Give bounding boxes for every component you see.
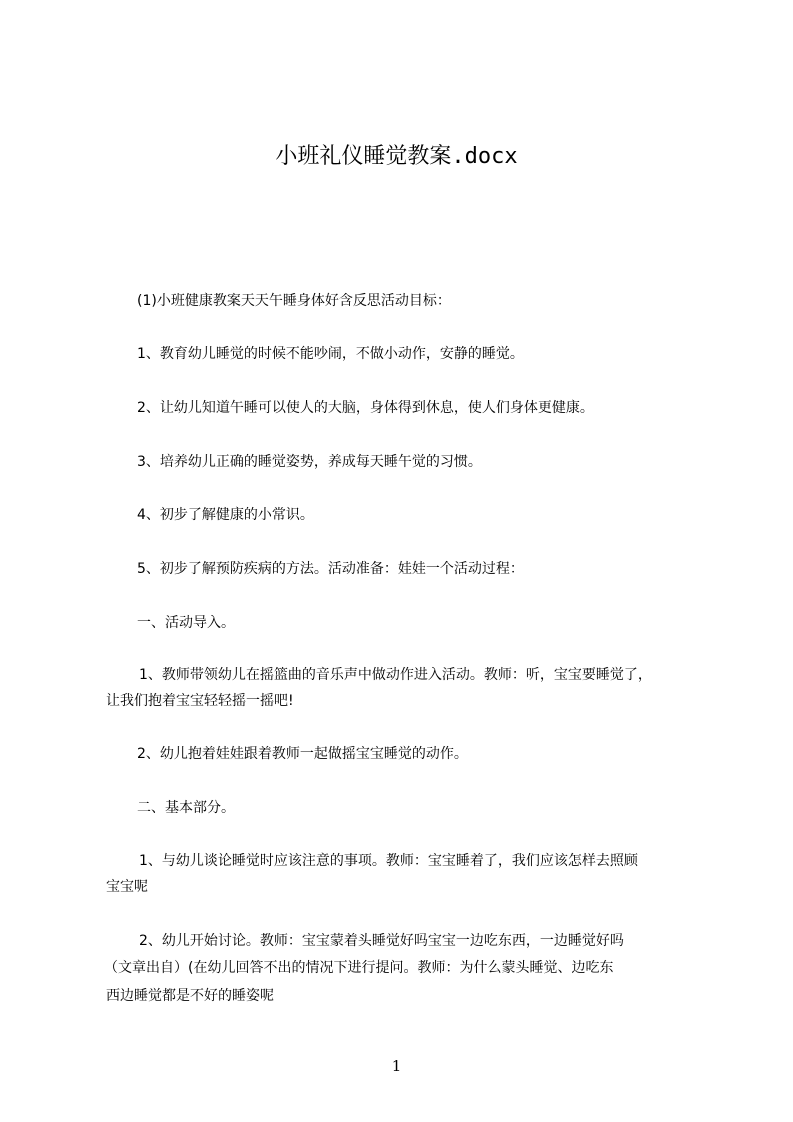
paragraph-objectives-heading: (1)小班健康教案天天午睡身体好含反思活动目标： (137, 293, 451, 309)
page-number: 1 (391, 1057, 402, 1075)
paragraph-objective-5: 5、初步了解预防疾病的方法。活动准备：娃娃一个活动过程： (137, 561, 524, 577)
paragraph-main-2-line-1: 2、幼儿开始讨论。教师：宝宝蒙着头睡觉好吗宝宝一边吃东西，一边睡觉好吗 (139, 933, 624, 949)
paragraph-objective-2: 2、让幼儿知道午睡可以使人的大脑，身体得到休息，使人们身体更健康。 (137, 400, 594, 416)
section-heading-main: 二、基本部分。 (137, 800, 235, 816)
paragraph-main-1-line-1: 1、与幼儿谈论睡觉时应该注意的事项。教师：宝宝睡着了，我们应该怎样去照顾 (139, 853, 638, 869)
paragraph-main-2-line-2: （文章出自）(在幼儿回答不出的情况下进行提问。教师：为什么蒙头睡觉、边吃东 (104, 960, 614, 976)
paragraph-objective-1: 1、教育幼儿睡觉的时候不能吵闹，不做小动作，安静的睡觉。 (137, 346, 524, 362)
section-heading-intro: 一、活动导入。 (137, 615, 235, 631)
paragraph-objective-4: 4、初步了解健康的小常识。 (137, 507, 314, 523)
paragraph-main-1-line-2: 宝宝呢 (106, 879, 148, 895)
paragraph-intro-1-line-1: 1、教师带领幼儿在摇篮曲的音乐声中做动作进入活动。教师：听，宝宝要睡觉了， (139, 667, 652, 683)
paragraph-intro-2: 2、幼儿抱着娃娃跟着教师一起做摇宝宝睡觉的动作。 (137, 746, 468, 762)
paragraph-objective-3: 3、培养幼儿正确的睡觉姿势，养成每天睡午觉的习惯。 (137, 454, 482, 470)
document-title: 小班礼仪睡觉教案.docx (275, 144, 518, 169)
paragraph-intro-1-line-2: 让我们抱着宝宝轻轻摇一摇吧! (106, 693, 294, 709)
paragraph-main-2-line-3: 西边睡觉都是不好的睡姿呢 (106, 988, 274, 1004)
